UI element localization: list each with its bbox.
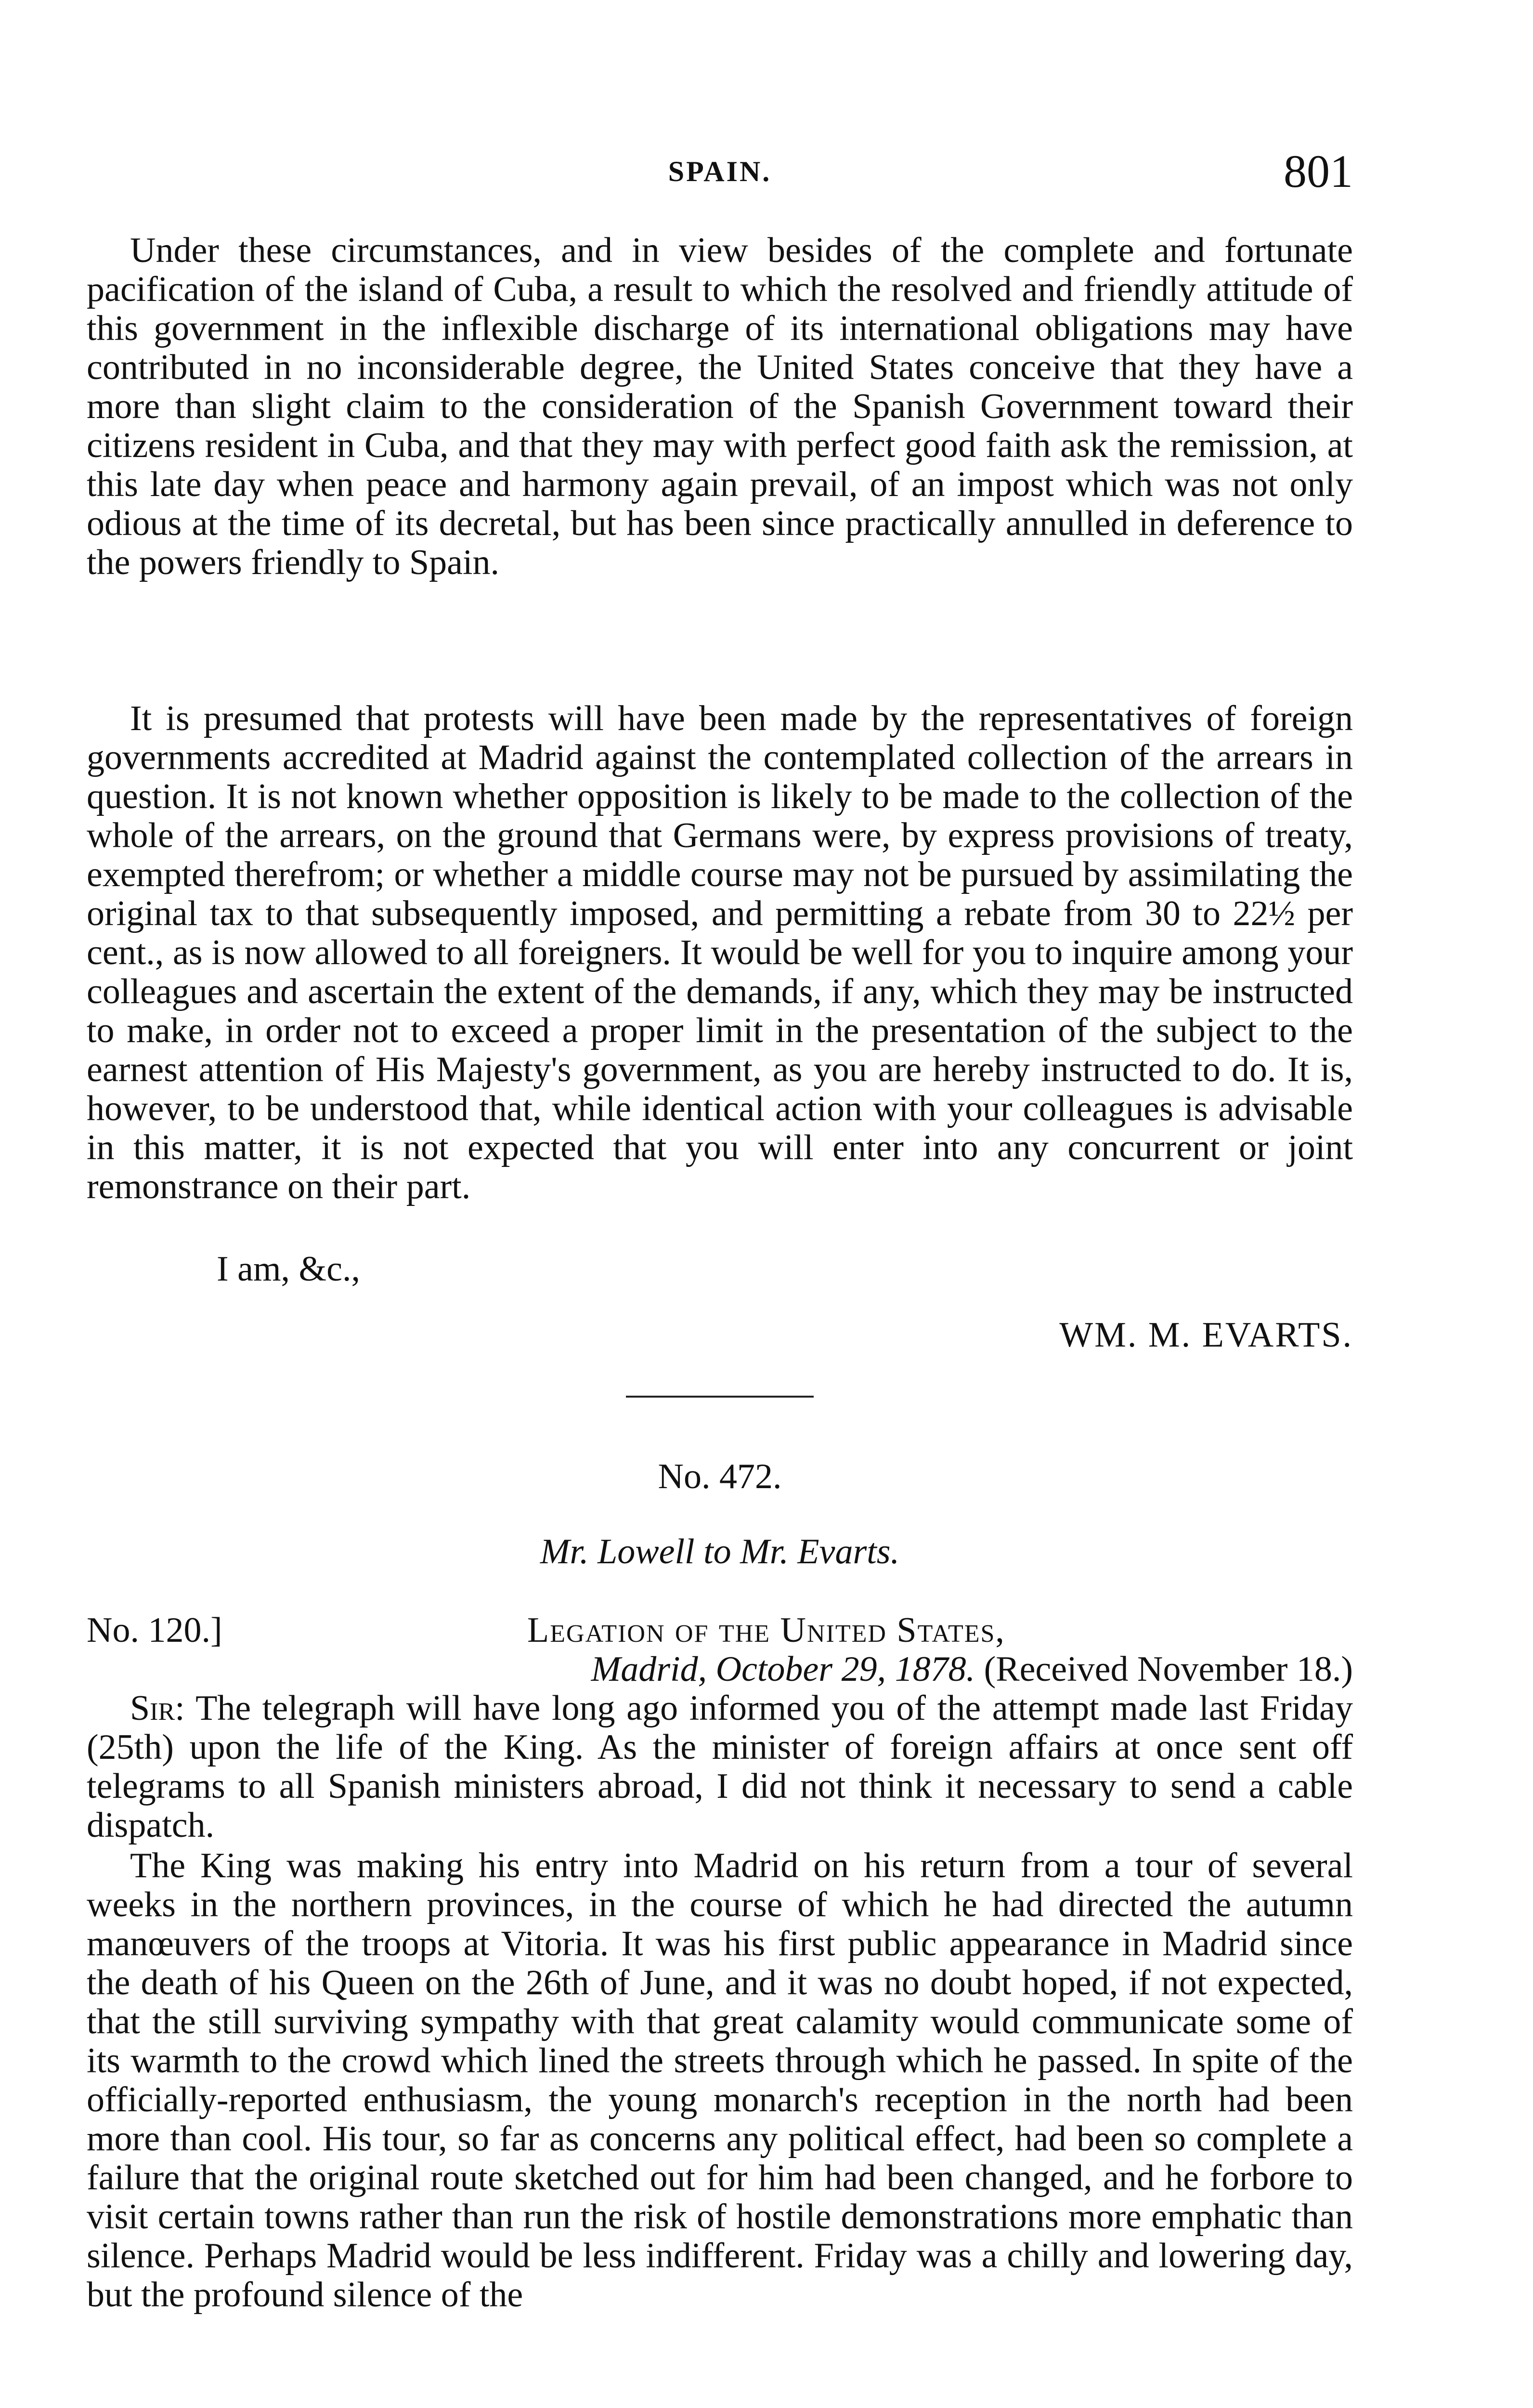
running-head <box>87 144 1353 197</box>
closing-greeting <box>87 1250 1353 1289</box>
signature-evarts: WM. M. EVARTS. <box>1059 1315 1353 1355</box>
dispatch-heading <box>87 1611 1353 1650</box>
dispatch-received: (Received November 18.) <box>984 1649 1353 1689</box>
paragraph-king-entry: The King was making his entry into Madrid on his return from a tour of several weeks in the northern provinces, in the course of which he had directed the autumn manœuvers of the troops at Vitoria. It was his first public appearance in Madrid since the death of his Queen on the 26th of June, and it was no doubt hoped, if not expected, that the still surviving sympathy with that great calamity would communicate some of its warmth to the crowd which lined the streets through which he passed. In spite of the officially-reported enthusiasm, the young monarch's reception in the north had been more than cool. His tour, so far as concerns any political effect, had been so complete a failure that the original route sketched out for him had been changed, and he forbore to visit certain towns rather than run the risk of hostile demonstrations more emphatic than silence. Perhaps Madrid would be less indifferent. Friday was a chilly and lowering day, but the profound silence of the <box>87 1846 1353 2315</box>
salutation: Sir: <box>130 1688 185 1728</box>
greeting-text: I am, &c., <box>217 1249 360 1289</box>
dispatch-reference: No. 120.] <box>87 1610 222 1650</box>
paragraph-protests: It is presumed that protests will have been made by the representatives of foreign governments accredited at Madrid against the contemplated collection of the arrears in question. It is not known whether opposition is likely to be made to the collection of the whole of the arrears, on the ground that Germans were, by express provisions of treaty, exempted therefrom; or whether a middle course may not be pursued by assimilating the original tax to that subsequently imposed, and permitting a rebate from 30 to 22½ per cent., as is now allowed to all foreigners. It would be well for you to inquire among your colleagues and ascertain the extent of the demands, if any, which they may be instructed to make, in order not to exceed a proper limit in the presentation of the subject to the earnest attention of His Majesty's government, as you are hereby instructed to do. It is, however, to be understood that, while identical action with your colleagues is advisable in this matter, it is not expected that you will enter into any concurrent or joint remonstrance on their part. <box>87 699 1353 1206</box>
section-divider <box>626 1396 814 1398</box>
page-number: 801 <box>1284 145 1353 197</box>
dispatch-place-date: Madrid, October 29, 1878. <box>591 1649 975 1689</box>
running-title: SPAIN. <box>668 156 772 187</box>
dispatch-dateline <box>87 1650 1353 1689</box>
document-title: Mr. Lowell to Mr. Evarts. <box>540 1532 900 1571</box>
paragraph-circumstances: Under these circumstances, and in view besides of the complete and fortunate pacification of the island of Cuba, a result to which the resolved and friendly attitude of this government in the inflexible discharge of its international obligations may have contributed in no inconsiderable degree, the United States conceive that they have a more than slight claim to the consideration of the Spanish Government toward their citizens resident in Cuba, and that they may with perfect good faith ask the remission, at this late day when peace and harmony again prevail, of an impost which was not only odious at the time of its decretal, but has been since practically annulled in deference to the powers friendly to Spain. <box>87 231 1353 582</box>
paragraph-telegraph-text: The telegraph will have long ago informed you of the attempt made last Friday (25th) upon the life of the King. As the minister of foreign affairs at once sent off telegrams to all Spanish ministers abroad, I did not think it necessary to send a cable dispatch. <box>87 1688 1353 1845</box>
document-number: No. 472. <box>658 1457 782 1496</box>
dispatch-office: Legation of the United States, <box>527 1610 1005 1650</box>
paragraph-telegraph <box>87 1689 1353 1845</box>
